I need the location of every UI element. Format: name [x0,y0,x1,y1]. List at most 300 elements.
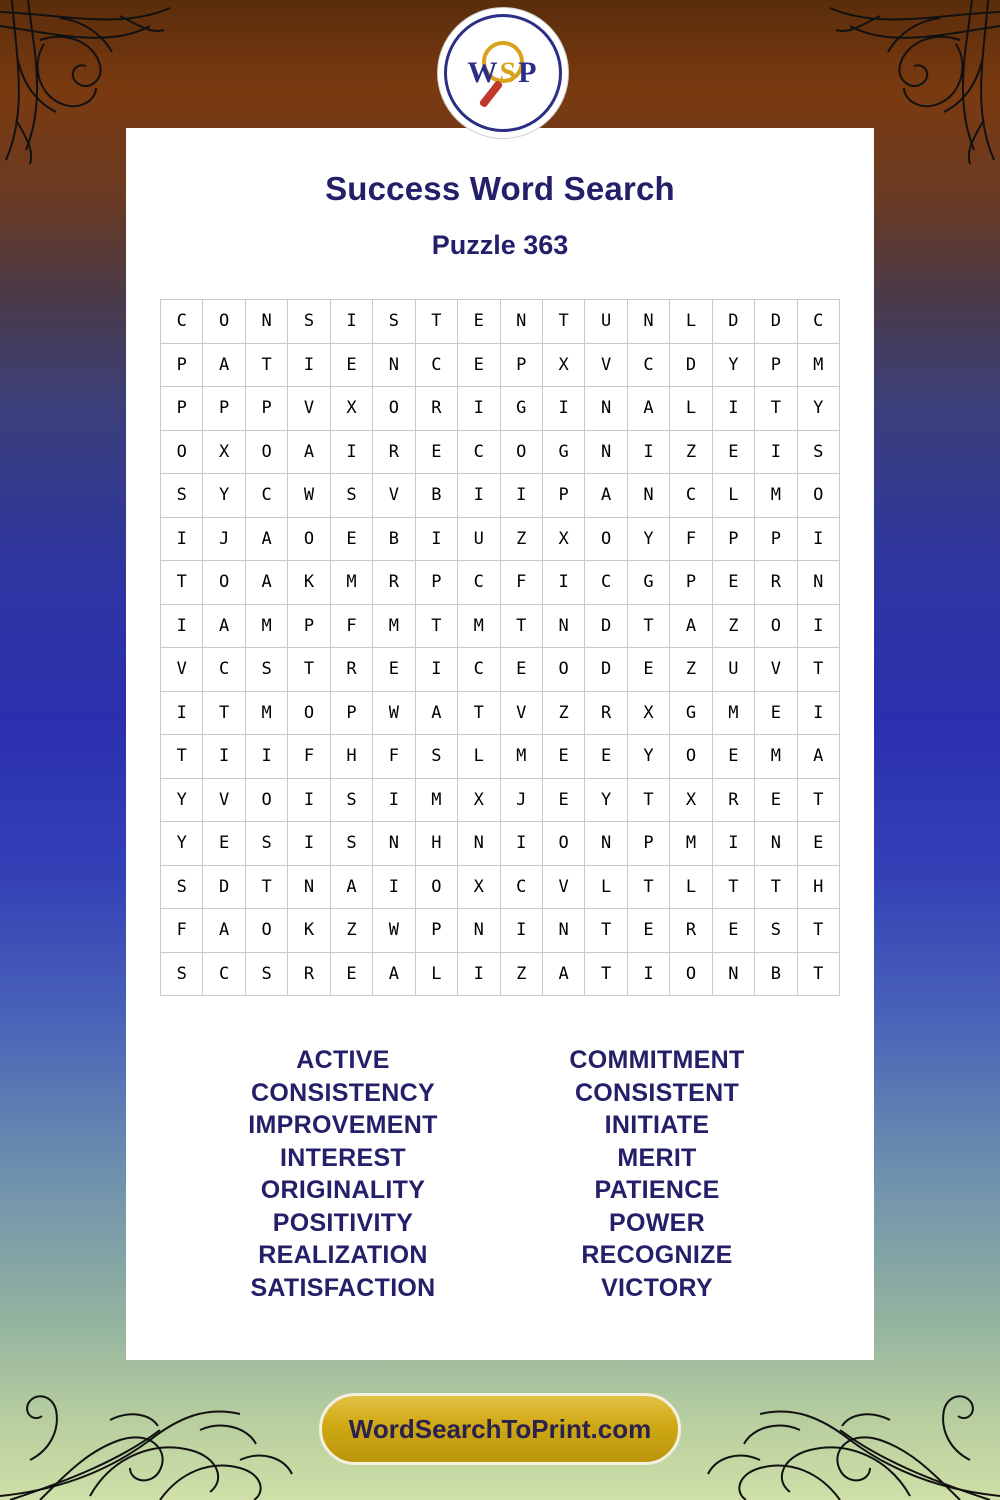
grid-cell[interactable]: I [161,691,203,735]
grid-cell[interactable]: W [288,474,330,518]
grid-cell[interactable]: P [542,474,584,518]
grid-cell[interactable]: T [161,735,203,779]
word-list-item[interactable]: PATIENCE [594,1176,720,1204]
grid-cell[interactable]: M [670,822,712,866]
grid-cell[interactable]: P [330,691,372,735]
grid-cell[interactable]: C [245,474,287,518]
grid-cell[interactable]: D [712,300,754,344]
grid-cell[interactable]: S [288,300,330,344]
grid-cell[interactable]: I [415,648,457,692]
grid-cell[interactable]: E [203,822,245,866]
grid-cell[interactable]: I [373,778,415,822]
grid-cell[interactable]: E [330,343,372,387]
word-list-item[interactable]: COMMITMENT [569,1046,745,1074]
grid-cell[interactable]: T [797,648,839,692]
grid-cell[interactable]: T [797,909,839,953]
grid-cell[interactable]: Z [542,691,584,735]
word-search-grid[interactable] [160,299,840,996]
grid-cell[interactable]: I [415,517,457,561]
grid-cell[interactable]: T [542,300,584,344]
grid-cell[interactable]: A [245,517,287,561]
grid-cell[interactable]: O [797,474,839,518]
grid-cell[interactable]: I [542,387,584,431]
grid-cell[interactable]: I [627,430,669,474]
grid-cell[interactable]: E [627,909,669,953]
grid-cell[interactable]: T [585,909,627,953]
grid-cell[interactable]: S [415,735,457,779]
grid-cell[interactable]: I [330,300,372,344]
grid-cell[interactable]: K [288,561,330,605]
grid-cell[interactable]: L [458,735,500,779]
grid-cell[interactable]: J [500,778,542,822]
grid-cell[interactable]: O [161,430,203,474]
grid-cell[interactable]: P [288,604,330,648]
word-list-item[interactable]: CONSISTENCY [251,1078,435,1107]
grid-cell[interactable]: M [245,604,287,648]
grid-cell[interactable]: D [203,865,245,909]
grid-cell[interactable]: V [373,474,415,518]
grid-cell[interactable]: N [373,822,415,866]
grid-cell[interactable]: A [203,909,245,953]
grid-cell[interactable]: T [288,648,330,692]
grid-cell[interactable]: I [458,387,500,431]
grid-cell[interactable]: I [797,517,839,561]
grid-cell[interactable]: A [797,735,839,779]
grid-cell[interactable]: I [288,822,330,866]
grid-cell[interactable]: I [458,952,500,996]
grid-cell[interactable]: N [373,343,415,387]
grid-cell[interactable]: G [670,691,712,735]
grid-row [161,822,840,866]
grid-cell[interactable]: T [797,952,839,996]
grid-cell[interactable]: T [245,865,287,909]
grid-cell[interactable]: W [373,909,415,953]
grid-cell[interactable]: N [585,822,627,866]
word-list-item[interactable]: POSITIVITY [272,1208,414,1237]
grid-cell[interactable]: M [755,735,797,779]
grid-cell[interactable]: N [755,822,797,866]
grid-row [161,648,840,692]
grid-cell[interactable]: S [330,474,372,518]
grid-cell[interactable]: T [500,604,542,648]
grid-cell[interactable]: O [288,691,330,735]
grid-cell[interactable]: Z [500,952,542,996]
grid-cell[interactable]: N [585,387,627,431]
grid-cell[interactable]: W [373,691,415,735]
grid-cell[interactable]: O [203,561,245,605]
grid-cell[interactable]: T [585,952,627,996]
word-list-item[interactable]: INTEREST [279,1143,407,1172]
grid-cell[interactable]: E [415,430,457,474]
grid-cell[interactable]: N [500,300,542,344]
grid-cell[interactable]: S [245,952,287,996]
grid-cell[interactable]: E [585,735,627,779]
grid-cell[interactable]: T [627,604,669,648]
grid-cell[interactable]: B [415,474,457,518]
grid-cell[interactable]: I [500,474,542,518]
grid-cell[interactable]: M [797,343,839,387]
grid-cell[interactable]: N [542,909,584,953]
grid-cell[interactable]: E [542,735,584,779]
word-list-item[interactable]: SATISFACTION [250,1273,436,1302]
grid-cell[interactable]: M [458,604,500,648]
grid-cell[interactable]: N [542,604,584,648]
grid-cell[interactable]: A [373,952,415,996]
brand-logo-inner [444,14,562,132]
grid-cell[interactable]: P [670,561,712,605]
word-list-item[interactable]: POWER [609,1208,705,1237]
grid-cell[interactable]: R [755,561,797,605]
grid-cell[interactable]: I [288,778,330,822]
grid-cell[interactable]: T [458,691,500,735]
grid-cell[interactable]: G [500,387,542,431]
grid-cell[interactable]: T [415,604,457,648]
grid-cell[interactable]: I [161,604,203,648]
grid-cell[interactable]: X [458,865,500,909]
grid-row [161,474,840,518]
grid-cell[interactable]: E [500,648,542,692]
website-label: WordSearchToPrint.com [348,1413,652,1444]
grid-cell[interactable]: L [585,865,627,909]
grid-cell[interactable]: T [203,691,245,735]
grid-row [161,604,840,648]
grid-cell[interactable]: E [542,778,584,822]
word-list-column-left [186,1044,500,1304]
grid-cell[interactable]: E [712,430,754,474]
grid-cell[interactable]: A [245,561,287,605]
grid-cell[interactable]: A [627,387,669,431]
grid-cell[interactable]: E [755,691,797,735]
puzzle-sheet [126,128,874,1360]
grid-cell[interactable]: H [330,735,372,779]
grid-cell[interactable]: D [755,300,797,344]
word-list-item[interactable]: ORIGINALITY [260,1176,426,1204]
grid-cell[interactable]: C [203,648,245,692]
grid-cell[interactable]: N [288,865,330,909]
grid-cell[interactable]: X [203,430,245,474]
grid-cell[interactable]: S [161,865,203,909]
grid-cell[interactable]: P [203,387,245,431]
grid-cell[interactable]: I [797,691,839,735]
grid-cell[interactable]: Z [712,604,754,648]
grid-cell[interactable]: S [161,474,203,518]
grid-cell[interactable]: A [415,691,457,735]
grid-cell[interactable]: E [712,735,754,779]
grid-cell[interactable]: E [458,343,500,387]
grid-cell[interactable]: I [373,865,415,909]
grid-cell[interactable]: E [797,822,839,866]
grid-cell[interactable]: L [415,952,457,996]
grid-cell[interactable]: O [245,430,287,474]
word-list-item[interactable]: ACTIVE [296,1046,390,1074]
grid-cell[interactable]: R [712,778,754,822]
grid-cell[interactable]: Y [627,517,669,561]
grid-cell[interactable]: I [203,735,245,779]
grid-cell[interactable]: P [500,343,542,387]
grid-row [161,952,840,996]
grid-cell[interactable]: F [288,735,330,779]
word-list-item[interactable]: RECOGNIZE [581,1241,733,1269]
grid-cell[interactable]: O [245,909,287,953]
grid-cell[interactable]: X [670,778,712,822]
grid-cell[interactable]: I [330,430,372,474]
grid-cell[interactable]: O [415,865,457,909]
grid-cell[interactable]: D [585,604,627,648]
grid-cell[interactable]: T [712,865,754,909]
grid-cell[interactable]: E [458,300,500,344]
word-search-grid-wrapper [160,299,840,996]
grid-cell[interactable]: S [330,778,372,822]
grid-cell[interactable]: D [585,648,627,692]
grid-cell[interactable]: P [161,387,203,431]
grid-cell[interactable]: X [542,517,584,561]
grid-cell[interactable]: S [330,822,372,866]
grid-cell[interactable]: M [245,691,287,735]
grid-cell[interactable]: O [755,604,797,648]
grid-cell[interactable]: O [245,778,287,822]
grid-cell[interactable]: E [373,648,415,692]
puzzle-number: Puzzle 363 [431,230,569,260]
grid-cell[interactable]: S [373,300,415,344]
grid-cell[interactable]: A [542,952,584,996]
grid-cell[interactable]: P [755,517,797,561]
grid-cell[interactable]: Y [161,822,203,866]
grid-cell[interactable]: P [415,909,457,953]
grid-cell[interactable]: R [670,909,712,953]
brand-logo [438,8,568,138]
grid-cell[interactable]: R [288,952,330,996]
grid-cell[interactable]: P [415,561,457,605]
grid-cell[interactable]: R [330,648,372,692]
grid-cell[interactable]: N [585,430,627,474]
grid-cell[interactable]: Y [627,735,669,779]
grid-cell[interactable]: V [288,387,330,431]
grid-cell[interactable]: O [585,517,627,561]
grid-cell[interactable]: T [627,778,669,822]
grid-cell[interactable]: S [161,952,203,996]
grid-cell[interactable]: L [670,300,712,344]
word-list-item[interactable]: INITIATE [604,1111,710,1139]
grid-cell[interactable]: Y [161,778,203,822]
grid-cell[interactable]: L [712,474,754,518]
grid-cell[interactable]: U [458,517,500,561]
logo-letter-w: W [467,56,500,89]
grid-cell[interactable]: Z [330,909,372,953]
grid-cell[interactable]: Y [203,474,245,518]
grid-cell[interactable]: I [500,822,542,866]
grid-row [161,735,840,779]
grid-row [161,909,840,953]
word-list-item[interactable]: MERIT [617,1143,697,1172]
grid-cell[interactable]: X [330,387,372,431]
grid-cell[interactable]: M [755,474,797,518]
grid-cell[interactable]: I [712,387,754,431]
grid-cell[interactable]: I [627,952,669,996]
grid-cell[interactable]: U [585,300,627,344]
grid-cell[interactable]: E [712,561,754,605]
word-list [126,1044,874,1304]
grid-cell[interactable]: O [288,517,330,561]
grid-cell[interactable]: E [755,778,797,822]
grid-cell[interactable]: R [373,561,415,605]
grid-cell[interactable]: T [755,865,797,909]
word-list-item[interactable]: REALIZATION [258,1241,428,1269]
grid-row [161,691,840,735]
grid-cell[interactable]: O [670,952,712,996]
grid-cell[interactable]: O [373,387,415,431]
grid-cell[interactable]: F [500,561,542,605]
grid-cell[interactable]: T [245,343,287,387]
grid-cell[interactable]: C [203,952,245,996]
grid-row [161,343,840,387]
grid-cell[interactable]: A [203,604,245,648]
grid-cell[interactable]: H [797,865,839,909]
grid-cell[interactable]: A [585,474,627,518]
grid-cell[interactable]: O [500,430,542,474]
website-button[interactable] [319,1393,681,1465]
grid-cell[interactable]: X [542,343,584,387]
grid-cell[interactable]: I [755,430,797,474]
grid-cell[interactable]: B [373,517,415,561]
word-list-column-right [500,1044,814,1304]
grid-cell[interactable]: F [330,604,372,648]
grid-cell[interactable]: O [670,735,712,779]
grid-cell[interactable]: I [712,822,754,866]
grid-cell[interactable]: A [330,865,372,909]
grid-cell[interactable]: V [203,778,245,822]
grid-cell[interactable]: C [500,865,542,909]
word-list-item[interactable]: VICTORY [601,1273,713,1302]
grid-cell[interactable]: J [203,517,245,561]
grid-row [161,430,840,474]
grid-cell[interactable]: C [415,343,457,387]
grid-cell[interactable]: K [288,909,330,953]
grid-cell[interactable]: P [161,343,203,387]
grid-cell[interactable]: S [245,822,287,866]
grid-cell[interactable]: X [458,778,500,822]
grid-cell[interactable]: E [627,648,669,692]
grid-cell[interactable]: R [415,387,457,431]
grid-cell[interactable]: Y [585,778,627,822]
grid-cell[interactable]: Z [670,648,712,692]
grid-cell[interactable]: A [670,604,712,648]
grid-cell[interactable]: P [712,517,754,561]
grid-cell[interactable]: V [542,865,584,909]
grid-cell[interactable]: I [161,517,203,561]
grid-cell[interactable]: L [670,387,712,431]
grid-row [161,387,840,431]
word-list-item[interactable]: IMPROVEMENT [248,1111,438,1139]
grid-cell[interactable]: T [161,561,203,605]
grid-cell[interactable]: X [627,691,669,735]
grid-cell[interactable]: N [245,300,287,344]
grid-cell[interactable]: I [458,474,500,518]
grid-cell[interactable]: P [755,343,797,387]
grid-cell[interactable]: M [712,691,754,735]
grid-cell[interactable]: M [373,604,415,648]
grid-cell[interactable]: U [712,648,754,692]
grid-cell[interactable]: R [373,430,415,474]
grid-cell[interactable]: O [542,648,584,692]
grid-cell[interactable]: N [458,909,500,953]
grid-cell[interactable]: C [797,300,839,344]
grid-cell[interactable]: O [542,822,584,866]
logo-letter-p: P [518,56,539,89]
grid-cell[interactable]: C [161,300,203,344]
grid-cell[interactable]: C [458,648,500,692]
grid-cell[interactable]: V [755,648,797,692]
grid-cell[interactable]: M [500,735,542,779]
grid-cell[interactable]: S [245,648,287,692]
grid-cell[interactable]: I [797,604,839,648]
grid-row [161,517,840,561]
grid-cell[interactable]: A [203,343,245,387]
grid-cell[interactable]: T [415,300,457,344]
grid-cell[interactable]: N [627,300,669,344]
grid-cell[interactable]: P [245,387,287,431]
grid-cell[interactable]: T [797,778,839,822]
grid-cell[interactable]: C [585,561,627,605]
grid-cell[interactable]: Z [670,430,712,474]
page-title: Success Word Search [325,170,675,207]
grid-cell[interactable]: P [627,822,669,866]
grid-cell[interactable]: C [627,343,669,387]
grid-cell[interactable]: D [670,343,712,387]
grid-cell[interactable]: F [161,909,203,953]
grid-cell[interactable]: V [500,691,542,735]
grid-cell[interactable]: M [415,778,457,822]
grid-cell[interactable]: C [670,474,712,518]
grid-cell[interactable]: Y [797,387,839,431]
grid-cell[interactable]: F [373,735,415,779]
grid-cell[interactable]: B [755,952,797,996]
grid-cell[interactable]: S [797,430,839,474]
grid-cell[interactable]: N [458,822,500,866]
word-list-item[interactable]: CONSISTENT [574,1078,740,1107]
grid-cell[interactable]: E [712,909,754,953]
grid-cell[interactable]: E [330,517,372,561]
grid-cell[interactable]: G [627,561,669,605]
grid-cell[interactable]: C [458,561,500,605]
grid-cell[interactable]: H [415,822,457,866]
grid-cell[interactable]: T [755,387,797,431]
grid-cell[interactable]: I [288,343,330,387]
grid-cell[interactable]: N [797,561,839,605]
grid-cell[interactable]: R [585,691,627,735]
logo-letter-s: S [499,56,519,89]
grid-cell[interactable]: N [712,952,754,996]
grid-cell[interactable]: L [670,865,712,909]
grid-cell[interactable]: T [627,865,669,909]
grid-cell[interactable]: F [670,517,712,561]
grid-cell[interactable]: V [161,648,203,692]
grid-cell[interactable]: G [542,430,584,474]
grid-cell[interactable]: Y [712,343,754,387]
grid-cell[interactable]: I [245,735,287,779]
grid-cell[interactable]: I [542,561,584,605]
grid-cell[interactable]: E [330,952,372,996]
grid-cell[interactable]: O [203,300,245,344]
grid-cell[interactable]: A [288,430,330,474]
grid-cell[interactable]: Z [500,517,542,561]
grid-cell[interactable]: S [755,909,797,953]
grid-cell[interactable]: C [458,430,500,474]
grid-cell[interactable]: V [585,343,627,387]
grid-row [161,865,840,909]
grid-cell[interactable]: M [330,561,372,605]
grid-cell[interactable]: I [500,909,542,953]
grid-cell[interactable]: N [627,474,669,518]
